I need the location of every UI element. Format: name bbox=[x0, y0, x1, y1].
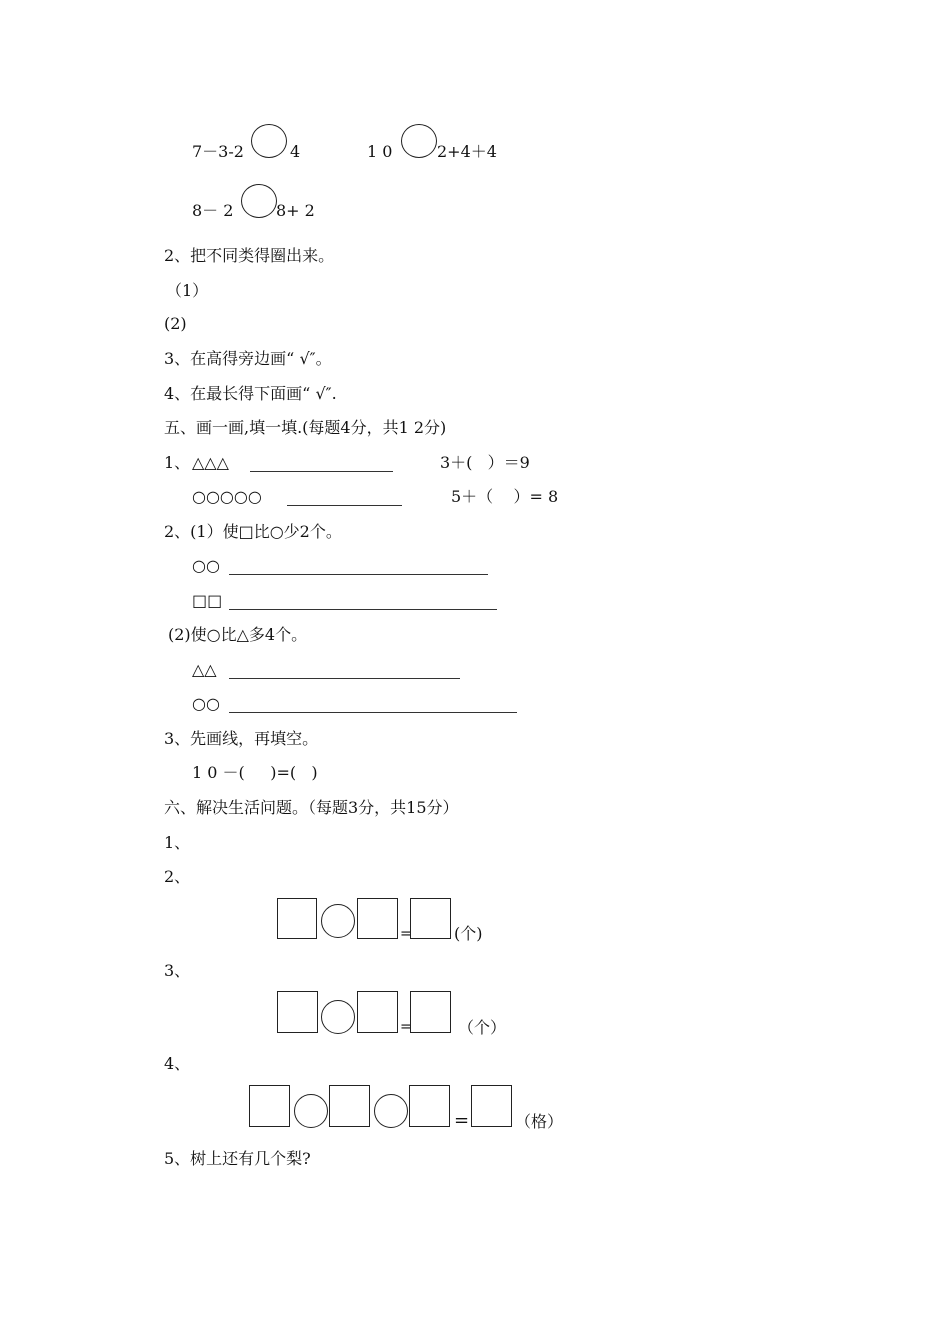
s5-q2-row3-blank[interactable] bbox=[229, 678, 460, 679]
s6-q4-unit: （格） bbox=[515, 1112, 564, 1131]
q2-part2: (2) bbox=[164, 314, 187, 333]
s6-q3-box-3[interactable] bbox=[410, 991, 451, 1033]
s6-q4-box-1[interactable] bbox=[249, 1085, 290, 1127]
s6-q4-box-2[interactable] bbox=[329, 1085, 370, 1127]
s6-q2-box-3[interactable] bbox=[410, 898, 451, 939]
s5-q1-row2-eq: 5＋（ ）= 8 bbox=[451, 487, 559, 506]
s5-q2-row2-shapes: □□ bbox=[192, 591, 223, 610]
s5-q3-title: 3、先画线，再填空。 bbox=[164, 729, 319, 748]
s6-q1-label: 1、 bbox=[164, 833, 191, 852]
s5-q2-row2-blank[interactable] bbox=[229, 609, 497, 610]
s5-q1-row2-blank[interactable] bbox=[287, 505, 402, 506]
s6-q4-box-4[interactable] bbox=[471, 1085, 512, 1127]
s5-q1-row1-blank[interactable] bbox=[250, 471, 393, 472]
s5-q2-row1-blank[interactable] bbox=[229, 574, 488, 575]
q4-title: 4、在最长得下面画“ √″. bbox=[164, 384, 337, 403]
compare-row2-left-rhs: 8+ 2 bbox=[276, 201, 315, 220]
compare-row1-left-rhs: 4 bbox=[290, 142, 301, 161]
compare-row2-left-expr: 8－ 2 bbox=[192, 201, 234, 220]
s6-q5-title: 5、树上还有几个梨? bbox=[164, 1149, 311, 1168]
s6-q2-op-circle[interactable] bbox=[321, 904, 355, 938]
s6-q4-op-circle-2[interactable] bbox=[374, 1094, 408, 1128]
s5-q2-sub2-title: (2)使○比△多4个。 bbox=[168, 625, 308, 644]
compare-circle-2[interactable] bbox=[401, 124, 437, 158]
s6-q2-equals: = bbox=[400, 926, 412, 942]
s6-q3-op-circle[interactable] bbox=[321, 1000, 355, 1034]
compare-circle-3[interactable] bbox=[241, 184, 277, 218]
s5-q2-row1-shapes: ○○ bbox=[192, 556, 220, 575]
compare-row1-right-rhs: 2+4＋4 bbox=[437, 142, 497, 161]
compare-circle-1[interactable] bbox=[251, 124, 287, 158]
s6-q3-box-1[interactable] bbox=[277, 991, 318, 1033]
s6-q4-op-circle-1[interactable] bbox=[294, 1094, 328, 1128]
s6-q2-box-1[interactable] bbox=[277, 898, 317, 939]
s5-q1-label: 1、 bbox=[164, 453, 191, 472]
s6-q3-equals: = bbox=[400, 1019, 412, 1035]
s6-q3-box-2[interactable] bbox=[357, 991, 398, 1033]
s6-q2-box-2[interactable] bbox=[357, 898, 398, 939]
s5-q1-row2-shapes: ○○○○○ bbox=[192, 487, 262, 506]
q2-part1: （1） bbox=[166, 281, 209, 300]
s6-q4-box-3[interactable] bbox=[409, 1085, 450, 1127]
section6-title: 六、解决生活问题。（每题3分，共15分） bbox=[164, 798, 459, 817]
q3-title: 3、在高得旁边画“ √″。 bbox=[164, 349, 332, 368]
s6-q3-label: 3、 bbox=[164, 961, 191, 980]
s5-q2-title: 2、(1）使□比○少2个。 bbox=[164, 522, 342, 541]
s6-q2-label: 2、 bbox=[164, 867, 191, 886]
s5-q2-row4-blank[interactable] bbox=[229, 712, 517, 713]
s5-q1-row1-shapes: △△△ bbox=[192, 453, 229, 472]
s5-q2-row4-shapes: ○○ bbox=[192, 694, 220, 713]
q2-title: 2、把不同类得圈出来。 bbox=[164, 246, 335, 265]
compare-row1-right-lhs: 1 0 bbox=[367, 142, 393, 161]
s6-q2-unit: (个) bbox=[454, 924, 483, 943]
compare-row1-left-expr: 7－3-2 bbox=[192, 142, 244, 161]
s5-q2-row3-shapes: △△ bbox=[192, 660, 217, 679]
section5-title: 五、画一画,填一填.(每题4分，共1 2分) bbox=[164, 418, 447, 437]
s5-q1-row1-eq: 3＋( ）＝9 bbox=[440, 453, 530, 472]
s6-q4-label: 4、 bbox=[164, 1054, 191, 1073]
s5-q3-eq: 1 0 －( )=( ) bbox=[192, 763, 318, 782]
s6-q4-equals: = bbox=[454, 1110, 470, 1131]
s6-q3-unit: （个） bbox=[458, 1018, 507, 1037]
